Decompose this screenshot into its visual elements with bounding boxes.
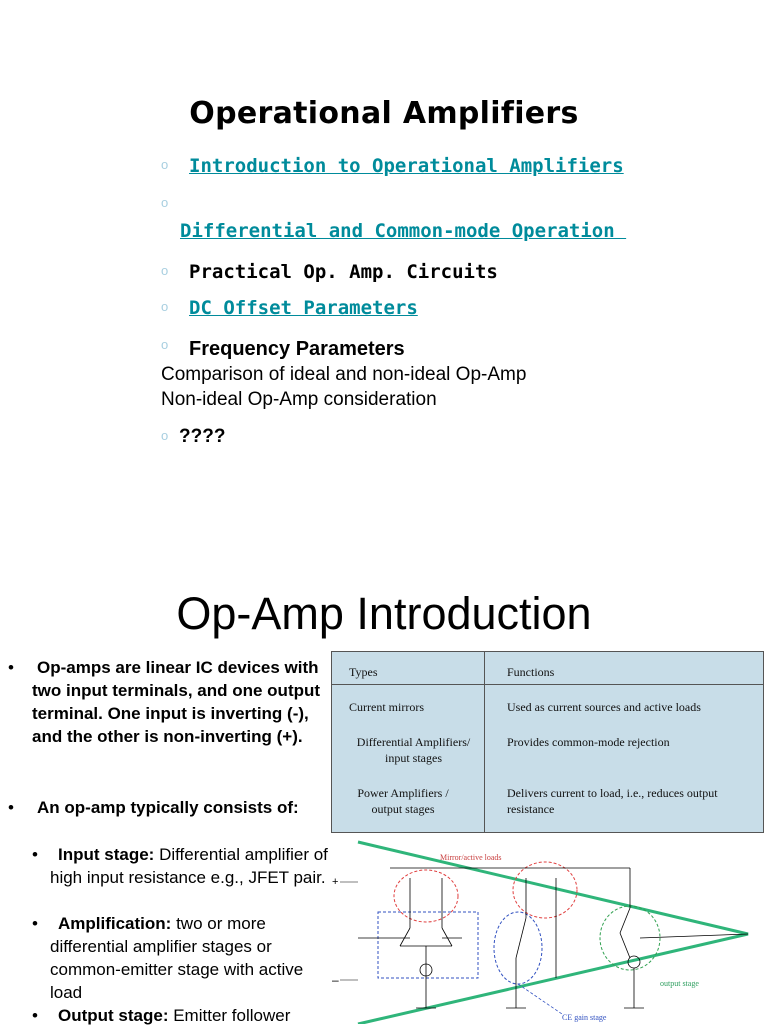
bullet-consists-of <box>8 796 330 819</box>
bullet-dot: • <box>32 845 38 864</box>
input-stage-box <box>378 912 478 978</box>
table-header-functions: Functions <box>507 665 555 679</box>
linear-ic-text: Op-amps are linear IC devices with two input terminals, and one output terminal. One input is inverting (-), and the other is non-inverting (+). <box>32 658 321 746</box>
output-stage-label: output stage <box>660 979 699 988</box>
slide-title-op-amp-introduction: Op-Amp Introduction <box>176 588 592 639</box>
question-label: ???? <box>179 426 226 447</box>
bullet-marker: o <box>161 337 169 352</box>
table-cell-function: Used as current sources and active loads <box>507 700 701 714</box>
bullet-dot: • <box>32 1006 38 1025</box>
table-header-types: Types <box>349 665 378 679</box>
table-cell-function: Provides common-mode rejection <box>507 735 670 749</box>
slide-title: Operational Amplifiers <box>189 96 579 131</box>
mirror-load-circle-1 <box>394 870 458 922</box>
op-amp-stages-table <box>331 651 764 833</box>
gain-stage-pointer <box>518 984 562 1014</box>
bullet-differential <box>180 220 626 242</box>
table-cell-type: Power Amplifiers / output stages <box>357 786 449 816</box>
table-cell-type: Differential Amplifiers/ input stages <box>356 735 471 765</box>
output-stage-heading: Output stage: <box>58 1006 169 1025</box>
subitem-nonideal: Non-ideal Op-Amp consideration <box>161 389 437 410</box>
frequency-label: Frequency Parameters <box>189 338 405 360</box>
link-dc-offset[interactable]: DC Offset Parameters <box>189 297 418 319</box>
bullet-dot: • <box>8 658 14 677</box>
ce-gain-stage-label: CE gain stage <box>562 1013 607 1022</box>
bullet-marker: o <box>161 299 169 314</box>
table-divider-vertical <box>484 652 485 832</box>
gain-stage-circle <box>494 912 542 984</box>
input-stage-text: Differential amplifier of high input resistance e.g., JFET pair. <box>50 845 328 887</box>
amplification-heading: Amplification: <box>58 914 172 933</box>
table-divider-horizontal <box>332 684 763 685</box>
link-differential-common-mode[interactable]: Differential and Common-mode Operation <box>180 220 627 242</box>
bullet-linear-ic <box>8 656 330 748</box>
table-cell-type: Current mirrors <box>349 700 424 714</box>
subbullet-input-stage <box>32 843 334 889</box>
op-amp-circuit-diagram <box>330 838 768 1024</box>
output-stage-text: Emitter follower <box>168 1006 291 1025</box>
bullet-marker: o <box>161 428 169 443</box>
input-stage-heading: Input stage: <box>58 845 155 864</box>
subitem-comparison: Comparison of ideal and non-ideal Op-Amp <box>161 364 527 385</box>
minus-sign: – <box>332 973 339 987</box>
bullet-dot: • <box>8 798 14 817</box>
plus-sign: + <box>332 876 339 888</box>
bullet-marker: o <box>161 263 169 278</box>
op-amp-triangle <box>358 842 748 1024</box>
bullet-marker: o <box>161 157 169 172</box>
bullet-marker: o <box>161 195 169 210</box>
consists-of-text: An op-amp typically consists of: <box>37 798 299 817</box>
amplification-text: two or more differential amplifier stages or common-emitter stage with active load <box>50 914 304 1002</box>
mirror-active-loads-label: Mirror/active loads <box>440 853 502 862</box>
bullet-dot: • <box>32 914 38 933</box>
practical-circuits-label: Practical Op. Amp. Circuits <box>189 261 498 283</box>
subbullet-amplification <box>32 912 334 1004</box>
link-introduction[interactable]: Introduction to Operational Amplifiers <box>189 155 624 177</box>
table-cell-function: Delivers current to load, i.e., reduces output resistance <box>507 786 718 816</box>
